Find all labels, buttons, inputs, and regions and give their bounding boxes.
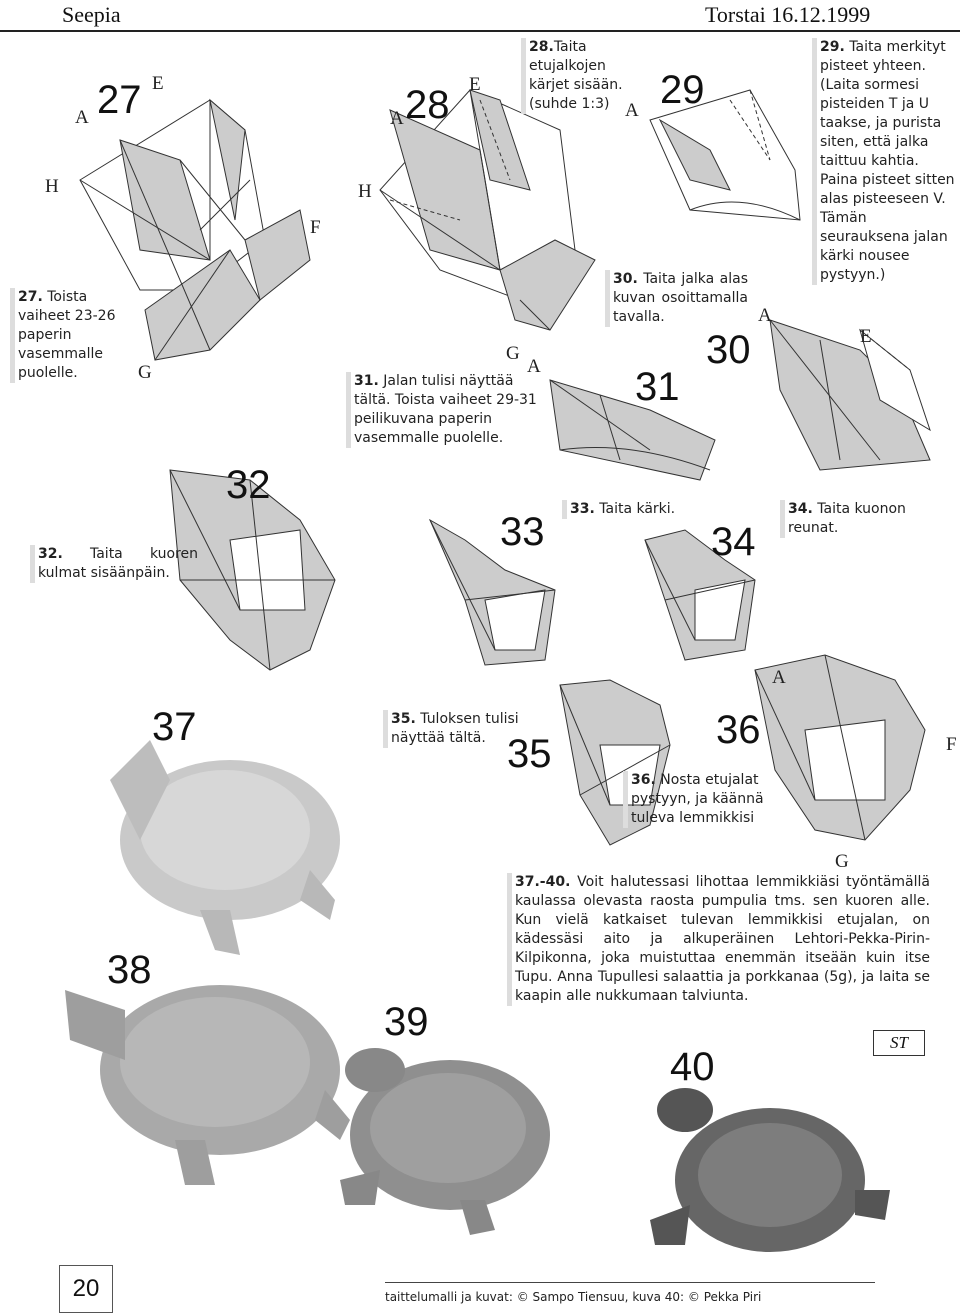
step-number-33: 33 [500,510,545,554]
credit-line: taittelumalli ja kuvat: © Sampo Tiensuu, kuva 40: © Pekka Piri [385,1290,762,1304]
turtle-photo-39 [320,1030,570,1240]
caption-33: 33. Taita kärki. [562,500,720,519]
label-a-36: A [772,667,786,688]
label-a-30: A [758,305,772,326]
step-number-30: 30 [706,328,751,372]
caption-27: 27. Toista vaiheet 23-26 paperin vasemmalle puolelle. [10,288,130,383]
label-g-28: G [506,343,520,364]
header-title: Seepia [62,2,121,27]
step-number-34: 34 [711,520,756,564]
label-f-36: F [946,734,957,755]
page-number: 20 [59,1265,113,1313]
step-number-38: 38 [107,948,152,992]
label-a-31: A [527,356,541,377]
label-g-27: G [138,362,152,383]
label-a-28: A [390,108,404,129]
diagram-31 [540,370,720,490]
step-number-40: 40 [670,1045,715,1089]
caption-30: 30. Taita jalka alas kuvan osoittamalla tavalla. [605,270,748,327]
header-rule [0,30,960,32]
header-date: Torstai 16.12.1999 [705,2,871,27]
caption-31: 31. Jalan tulisi näyttää tältä. Toista vaiheet 29-31 peilikuvana paperin vasemmalle puolelle. [346,372,552,448]
caption-29: 29. Taita merkityt pisteet yhteen. (Laita sormesi pisteiden T ja U taakse, ja purista siten, että jalka taittuu kahtia. Paina pisteet sitten alas pisteeseen V. Tämän seurauksena jalan kärki nousee pystyyn.) [812,38,958,285]
step-number-28: 28 [405,83,450,127]
step-number-27: 27 [97,78,142,122]
step-number-39: 39 [384,1000,429,1044]
author-signature: ST [873,1030,925,1056]
turtle-photo-38 [55,950,355,1190]
caption-35: 35. Tuloksen tulisi näyttää tältä. [383,710,556,748]
caption-28: 28.Taita etujalkojen kärjet sisään. (suhde 1:3) [521,38,649,114]
label-a-29: A [625,100,639,121]
label-h-27: H [45,176,59,197]
step-number-31: 31 [635,365,680,409]
label-e-28: E [469,74,481,95]
label-g-36: G [835,851,849,872]
caption-32: 32. Taita kuoren kulmat sisäänpäin. [30,545,198,583]
turtle-photo-37 [80,720,350,960]
caption-36: 36. Nosta etujalat pystyyn, ja käännä tuleva lemmikkisi [623,771,776,828]
label-f-28: F [310,217,321,238]
step-number-36: 36 [716,708,761,752]
label-h-28: H [358,181,372,202]
step-number-37: 37 [152,705,197,749]
step-number-32: 32 [226,463,271,507]
credit-rule [385,1282,875,1283]
diagram-29 [630,60,810,240]
diagram-35 [550,675,690,855]
diagram-30 [760,310,950,490]
turtle-photo-40 [630,1080,900,1280]
caption-37-40: 37.-40. Voit halutessasi lihottaa lemmikkiäsi työntämällä kaulassa olevasta raosta pumpulia tms. sen kuoren alle. Kun vielä katkaiset tulevan lemmikkisi etujalan, on kädessäsi aito ja alkuperäinen Lehtori-Pekka-Pirin-Kilpikonna, joka muistuttaa enemmän itseään kuin itse Tupu. Anna Tupullesi salaattia ja porkkanaa (5g), ja laita se kaapin alle nukkumaan talviunta. [507,873,930,1006]
label-e-27: E [152,73,164,94]
label-a-27: A [75,107,89,128]
step-number-29: 29 [660,68,705,112]
label-e-30: E [860,326,872,347]
caption-34: 34. Taita kuonon reunat. [780,500,928,538]
step-number-35: 35 [507,732,552,776]
